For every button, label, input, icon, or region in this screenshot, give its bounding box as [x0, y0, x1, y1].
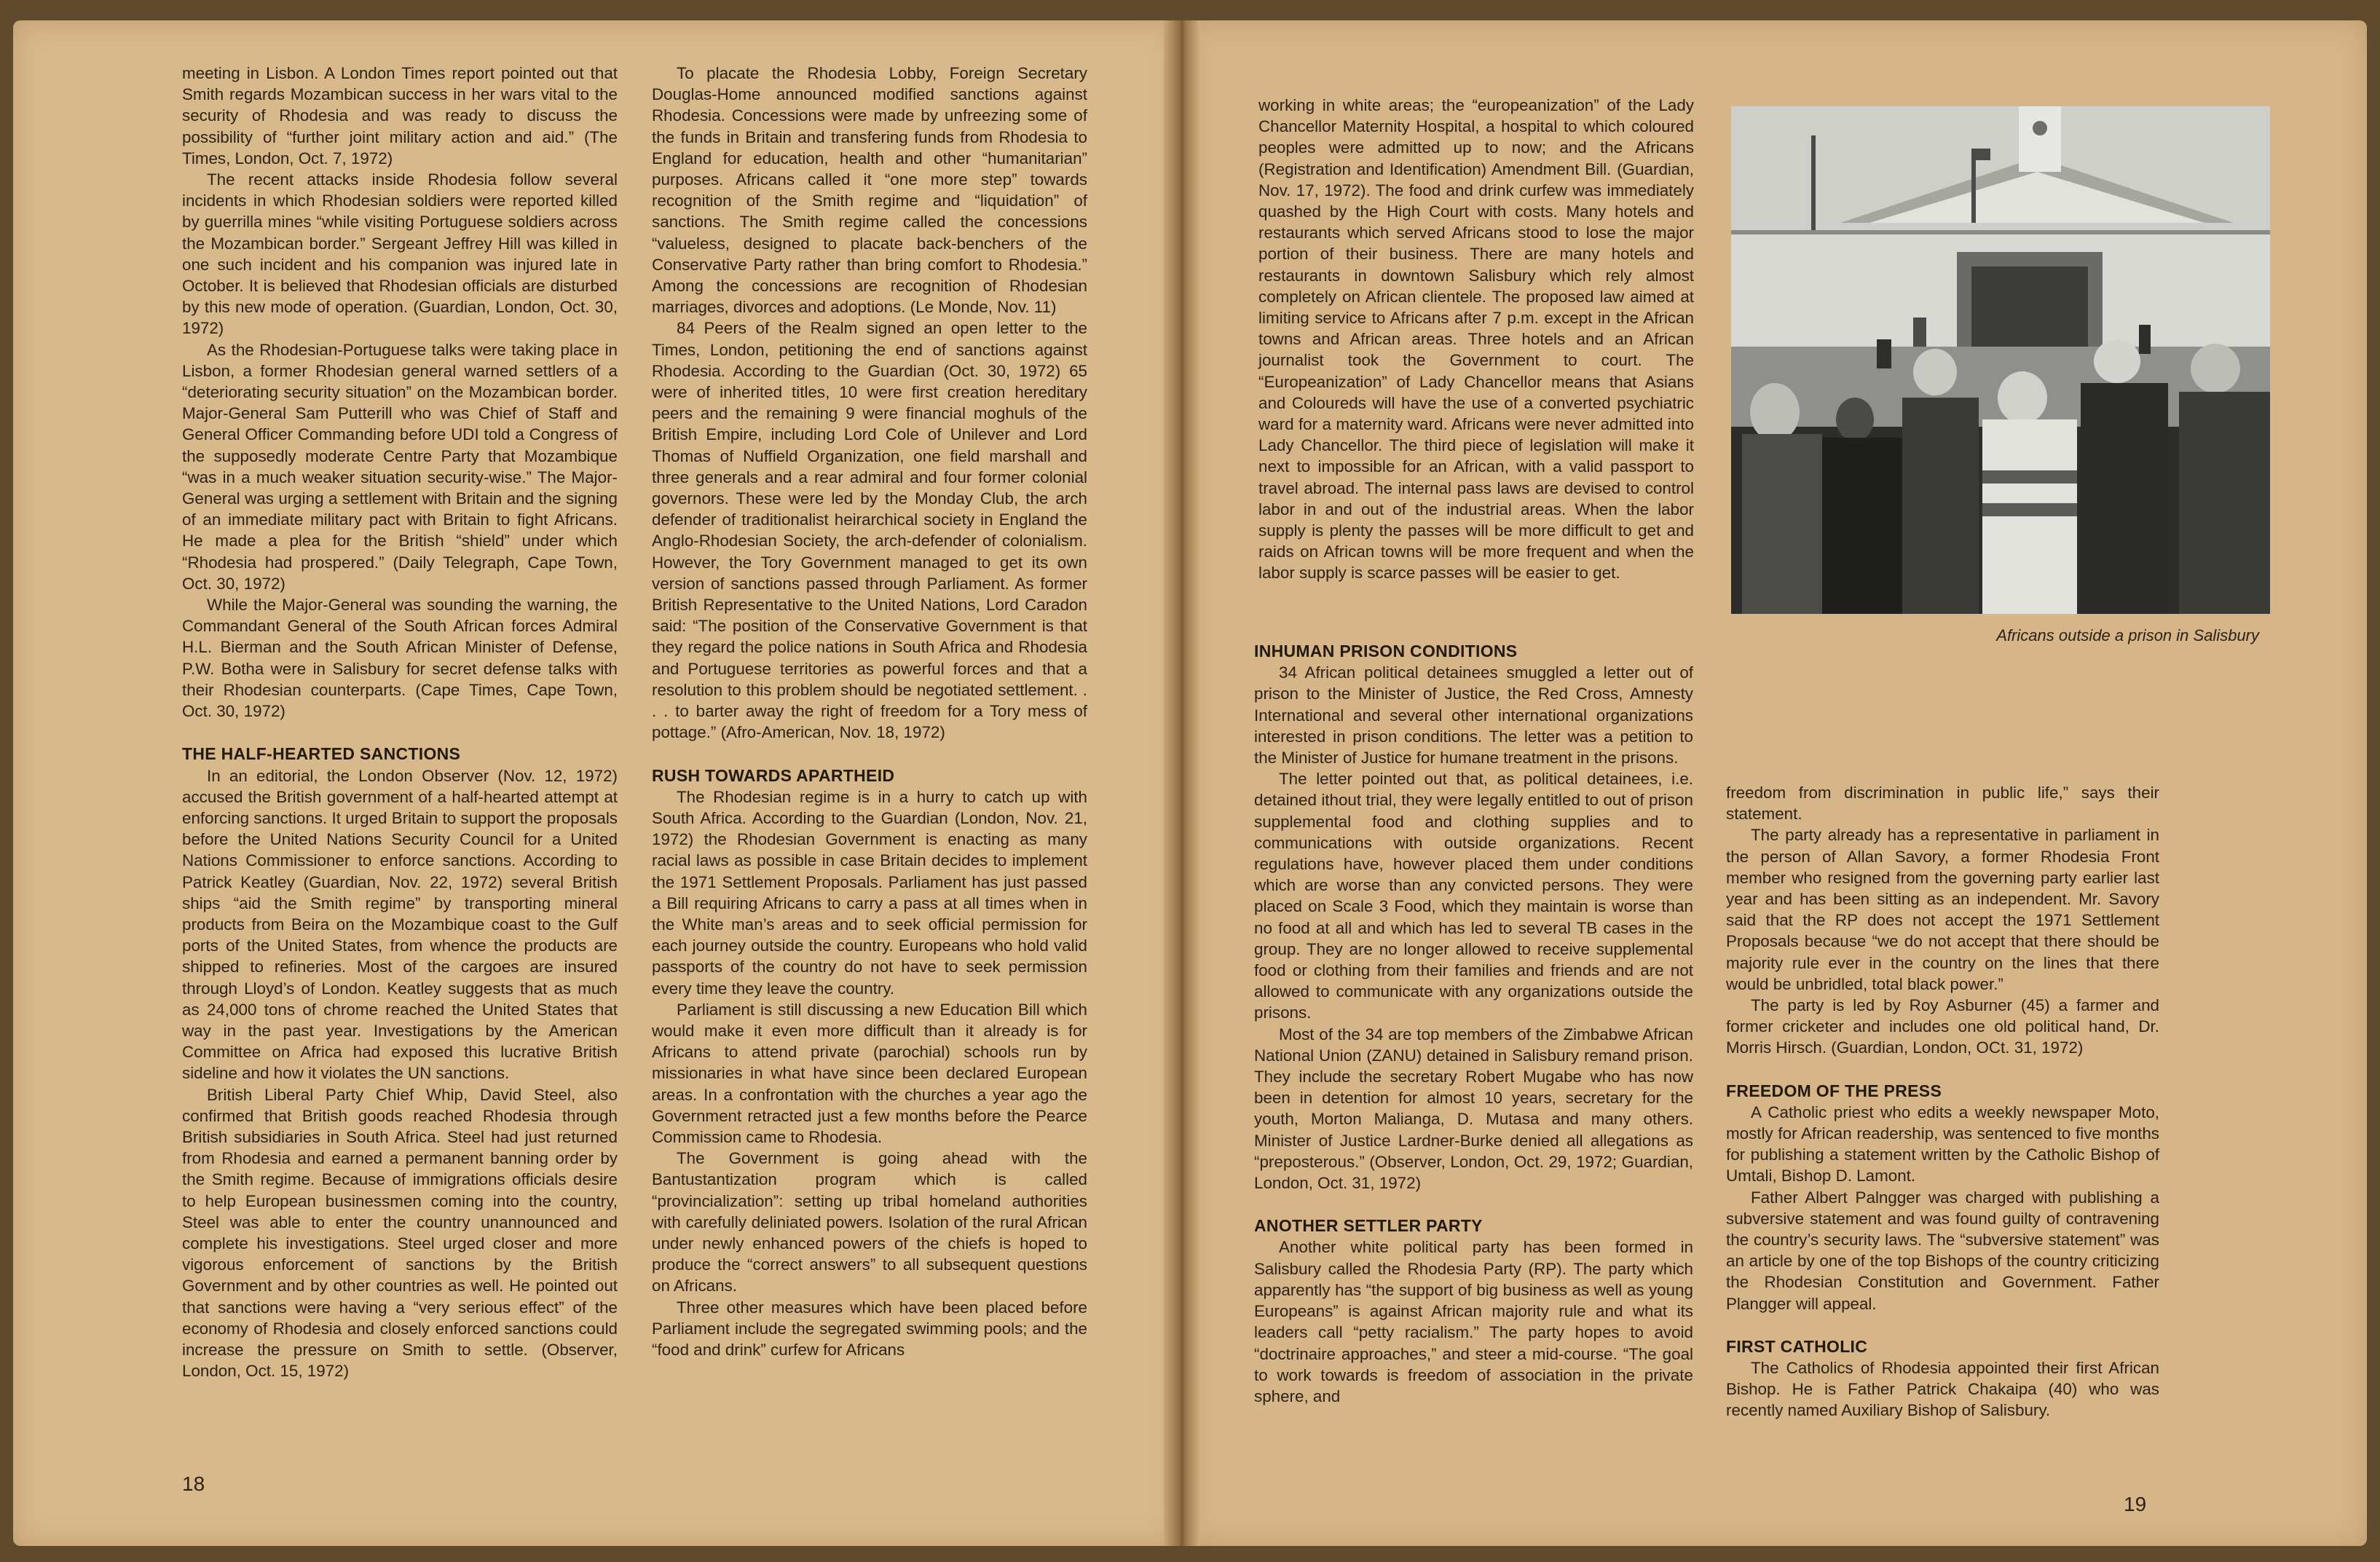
right-column-3 [1726, 782, 2159, 1421]
article-paragraph: The Government is going ahead with the Bantustantization program which is called “provincialization”: setting up tribal homeland authorities with carefully deliniated powers. Isolation of the rural African under newly enhanced powers of the chiefs is hoped to produce the “correct answers” to all subsequent questions on Africans. [652, 1149, 1087, 1295]
article-paragraph: In an editorial, the London Observer (Nov. 12, 1972) accused the British government of a half-hearted attempt at enforcing sanctions. It urged Britain to support the proposals before the United Nations Security Council for a United Nations Commissioner to enforce sanctions. According to Patrick Keatley (Guardian, Nov. 22, 1972) several British ships “aid the Smith regime” by transporting mineral products from Beira on the Mozambique coast to the Gulf ports of the United States, from whence the products are shipped to refineries. Most of the cargoes are insured through Lloyd’s of London. Keatley suggests that as much as 24,000 tons of chrome reached the United States that way in the past year. Investigations by the American Committee on Africa had exposed this lucrative British sideline and how it violates the UN sanctions. [182, 766, 618, 1083]
section-heading: RUSH TOWARDS APARTHEID [652, 765, 895, 785]
section-spacer [182, 722, 618, 743]
article-paragraph: 34 African political detainees smuggled a letter out of prison to the Minister of Justice, the Red Cross, Amnesty International and several other international organizations interested in prison conditions. The letter was a petition to the Minister of Justice for humane treatment in the prisons. [1254, 663, 1693, 768]
book-gutter [1164, 20, 1200, 1546]
article-paragraph: Most of the 34 are top members of the Zimbabwe African National Union (ZANU) detained in Salisbury remand prison. They include the secretary Robert Mugabe who has now been in detention for almost 10 years, secretary for the youth, Morton Malianga, D. Mutasa and many others. Minister of Justice Lardner-Burke denied all allegations as “preposterous.” (Observer, London, Oct. 29, 1972; Guardian, London, Oct. 31, 1972) [1254, 1025, 1693, 1193]
section-heading: THE HALF-HEARTED SANCTIONS [182, 744, 461, 764]
article-paragraph: The party already has a representative in parliament in the person of Allan Savory, a former Rhodesia Front member who resigned from the governing party earlier last year and has been sitting as an independent. Mr. Savory said that the RP does not accept the 1971 Settlement Proposals because “we do not accept that there should be majority rule ever in the country on the lines that there would be unbridled, total black power.” [1726, 826, 2159, 993]
photo-caption: Africans outside a prison in Salisbury [1996, 626, 2259, 644]
prison-photo [1731, 106, 2270, 614]
article-paragraph: The Rhodesian regime is in a hurry to catch up with South Africa. According to the Guardian (London, Nov. 21, 1972) the Rhodesian Government is enacting as many racial laws as possible in case Britain decides to implement the 1971 Settlement Proposals. Parliament has just passed a Bill requiring Africans to carry a pass at all times when in the White man’s areas and to seek official permission for each journey outside the country. Europeans who hold valid passports of the country do not have to seek permission every time they leave the country. [652, 787, 1087, 998]
article-paragraph: As the Rhodesian-Portuguese talks were taking place in Lisbon, a former Rhodesian general warned settlers of a “deteriorating security situation” on the Mozambican border. Major-General Sam Putterill who was Chief of Staff and General Officer Commanding before UDI told a Congress of the supposedly moderate Centre Party that Mozambique “was in a much weaker situation security-wise.” The Major-General was urging a settlement with Britain and the signing of an immediate military pact with Britain to fight Africans. He made a plea for the British “shield” under which “Rhodesia had prospered.” (Daily Telegraph, Cape Town, Oct. 30, 1972) [182, 340, 618, 593]
section-spacer [652, 743, 1087, 765]
section-heading: ANOTHER SETTLER PARTY [1254, 1216, 1483, 1236]
article-paragraph: Father Albert Palngger was charged with publishing a subversive statement and was found guilty of contravening the country’s security laws. The “subversive statement” was an article by one of the top Bishops of the country criticizing the Rhodesian Constitution and Government. Father Plangger will appeal. [1726, 1188, 2159, 1313]
left-column-1 [182, 63, 618, 1381]
article-paragraph: The Catholics of Rhodesia appointed their first African Bishop. He is Father Patrick Chakaipa (40) who was recently named Auxiliary Bishop of Salisbury. [1726, 1359, 2159, 1420]
article-paragraph: meeting in Lisbon. A London Times report pointed out that Smith regards Mozambican success in her wars vital to the security of Rhodesia and was ready to discuss the possibility of “further joint military action and aid.” (The Times, London, Oct. 7, 1972) [182, 64, 618, 167]
article-paragraph: 84 Peers of the Realm signed an open letter to the Times, London, petitioning the end of sanctions against Rhodesia. According to the Guardian (Oct. 30, 1972) 65 were of inherited titles, 10 were first creation hereditary peers and the remaining 9 were financial moghuls of the British Empire, including Lord Cole of Unilever and Lord Thomas of Nuffield Organization, one field marshall and three generals and a rear admiral and four former colonial governors. These were led by the Monday Club, the arch defender of traditionalist heirarchical society in England the Anglo-Rhodesian Society, the arch-defender of colonialism. However, the Tory Government managed to get its own version of sanctions passed through Parliament. As former British Representative to the United Nations, Lord Caradon said: “The position of the Conservative Government is that they regard the police nations in South Africa and Rhodesia and Portuguese territories as powerful forces and that a resolution to this problem should be negotiated settlement. . . . to barter away the right of freedom for a Tory mess of pottage.” (Afro-American, Nov. 18, 1972) [652, 319, 1087, 742]
right-column-1 [1258, 95, 1694, 584]
article-paragraph: Parliament is still discussing a new Education Bill which would make it even more difficult than it already is for Africans to attend private (parochial) schools run by missionaries in what have since been declared European areas. In a confrontation with the churches a year ago the Government retracted just a few months before the Pearce Commission came to Rhodesia. [652, 1000, 1087, 1146]
section-heading: FREEDOM OF THE PRESS [1726, 1081, 1942, 1100]
prison-photo-image [1731, 106, 2270, 614]
article-paragraph: While the Major-General was sounding the warning, the Commandant General of the South African forces Admiral H.L. Bierman and the South African Minister of Defense, P.W. Botha were in Salisbury for secret defense talks with their Rhodesian counterparts. (Cape Times, Cape Town, Oct. 30, 1972) [182, 596, 618, 721]
left-column-2 [652, 63, 1087, 1360]
article-paragraph: A Catholic priest who edits a weekly newspaper Moto, mostly for African readership, was sentenced to five months for publishing a statement written by the Catholic Bishop of Umtali, Bishop D. Lamont. [1726, 1103, 2159, 1186]
section-heading: FIRST CATHOLIC [1726, 1336, 1868, 1356]
article-paragraph: Another white political party has been formed in Salisbury called the Rhodesia Party (RP). The party which apparently has “the support of big business as well as young Europeans” is against African majority rule and what its leaders call “petty racialism.” The party hopes to avoid “doctrinaire approaches,” and steer a mid-course. “The goal to work towards is freedom of association in the private sphere, and [1254, 1238, 1693, 1405]
article-paragraph: working in white areas; the “europeanization” of the Lady Chancellor Maternity Hospital, a hospital to which coloured peoples were admitted up to now; and the Africans (Registration and Identification) Amendment Bill. (Guardian, Nov. 17, 1972). The food and drink curfew was immediately quashed by the High Court with costs. Many hotels and restaurants which served Africans stood to lose the major portion of their business. There are many hotels and restaurants in downtown Salisbury which rely almost completely on African clientele. The proposed law aimed at limiting service to Africans after 7 p.m. except in the African towns and African areas. Three hotels and an African journalist took the Government to court. The “Europeanization” of Lady Chancellor means that Asians and Coloureds will have the use of a converted psychiatric ward for a maternity ward. Africans were never admitted into Lady Chancellor. The third piece of legislation will make it next to impossible for an African, with a valid passport to travel abroad. The internal pass laws are devised to control labor in and out of the industrial areas. When the labor supply is plenty the passes will be more difficult to get and raids on African towns will be more frequent and when the labor supply is scarce passes will be easier to get. [1258, 96, 1694, 583]
article-paragraph: freedom from discrimination in public life,” says their statement. [1726, 784, 2159, 824]
article-paragraph: The party is led by Roy Asburner (45) a farmer and former cricketer and includes one old political hand, Dr. Morris Hirsch. (Guardian, London, OCt. 31, 1972) [1726, 996, 2159, 1057]
section-spacer [1726, 1314, 2159, 1336]
section-spacer [1254, 1194, 1693, 1215]
article-paragraph: The letter pointed out that, as political detainees, i.e. detained ithout trial, they were legally entitled to out of prison supplemental food and clothing supplies and to communications with outside organizations. Recent regulations have, however placed them under conditions which are worse than any convicted persons. They were placed on Scale 3 Food, which they maintain is worse than no food at all and which has led to several TB cases in the group. They are no longer allowed to receive supplemental food or clothing from their families and friends and are not allowed to communicate with any organizations outside the prisons. [1254, 770, 1693, 1022]
section-heading: INHUMAN PRISON CONDITIONS [1254, 642, 1518, 660]
section-spacer [1726, 1059, 2159, 1081]
article-paragraph: To placate the Rhodesia Lobby, Foreign Secretary Douglas-Home announced modified sanctions against Rhodesia. Concessions were made by unfreezing some of the funds in Britain and transfering funds from Rhodesia to England for education, health and other “humanitarian” purposes. Africans called it “one more step” towards recognition of the Smith regime and “liquidation” of sanctions. The Smith regime called the concessions “valueless, designed to placate back-benchers of the Conservative Party rather than bring comfort to Rhodesia.” Among the concessions are recognition of Rhodesian marriages, divorces and adoptions. (Le Monde, Nov. 11) [652, 64, 1087, 317]
right-column-2 [1254, 641, 1693, 1407]
article-paragraph: Three other measures which have been placed before Parliament include the segregated swimming pools; and the “food and drink” curfew for Africans [652, 1298, 1087, 1359]
article-paragraph: British Liberal Party Chief Whip, David Steel, also confirmed that British goods reached Rhodesia through British subsidiaries in South Africa. Steel had just returned from Rhodesia and earned a permanent banning order by the Smith regime. Because of immigrations officials desire to help European businessmen coming into the country, Steel was able to enter the country unannounced and complete his investigations. Steel urged closer and more vigorous enforcement of sanctions by the British Government and by other countries as well. He pointed out that sanctions were having a “very serious effect” of the economy of Rhodesia and closely enforced sanctions could increase the pressure on Smith to settle. (Observer, London, Oct. 15, 1972) [182, 1085, 618, 1381]
article-paragraph: The recent attacks inside Rhodesia follow several incidents in which Rhodesian soldiers were reported killed by guerrilla mines “while visiting Portuguese soldiers across the Mozambican border.” Sergeant Jeffrey Hill was killed in one such incident and his companion was injured late in October. It is believed that Rhodesian officials are disturbed by this new mode of operation. (Guardian, London, Oct. 30, 1972) [182, 170, 618, 338]
page-number-right: 19 [2124, 1493, 2147, 1515]
page-number-left: 18 [182, 1472, 205, 1495]
